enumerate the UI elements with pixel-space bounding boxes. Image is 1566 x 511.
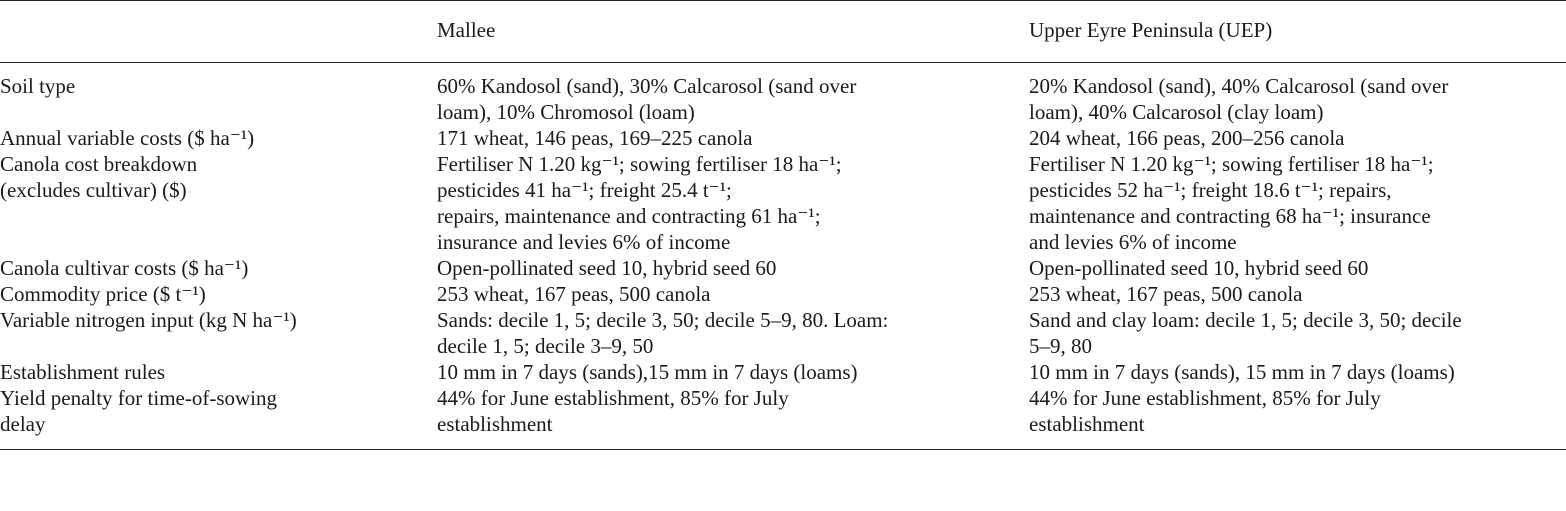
uep-cell — [1029, 151, 1566, 255]
mallee-cell — [407, 307, 1029, 359]
row-label — [0, 281, 407, 307]
uep-cell-text — [1029, 281, 1566, 307]
header-mallee: Mallee — [407, 1, 1029, 63]
text-line: (excludes cultivar) ($) — [0, 178, 187, 202]
row-label-text — [0, 255, 407, 281]
text-line: 204 wheat, 166 peas, 200–256 canola — [1029, 126, 1345, 150]
text-line: pesticides 52 ha⁻¹; freight 18.6 t⁻¹; repairs, — [1029, 178, 1392, 202]
row-label-text — [0, 151, 407, 203]
text-line: 10 mm in 7 days (sands),15 mm in 7 days (loams) — [437, 360, 858, 384]
table-row — [0, 125, 1566, 151]
uep-cell-text — [1029, 151, 1566, 255]
row-label-text — [0, 385, 407, 437]
mallee-cell — [407, 125, 1029, 151]
mallee-cell-text — [437, 125, 1029, 151]
text-line: Canola cost breakdown — [0, 152, 198, 176]
text-line: Annual variable costs ($ ha⁻¹) — [0, 126, 255, 150]
text-line: Open-pollinated seed 10, hybrid seed 60 — [437, 256, 777, 280]
text-line: Open-pollinated seed 10, hybrid seed 60 — [1029, 256, 1369, 280]
uep-cell — [1029, 307, 1566, 359]
mallee-cell — [407, 385, 1029, 450]
text-line: 253 wheat, 167 peas, 500 canola — [1029, 282, 1303, 306]
text-line: Canola cultivar costs ($ ha⁻¹) — [0, 256, 249, 280]
text-line: decile 1, 5; decile 3–9, 50 — [437, 334, 654, 358]
uep-cell — [1029, 281, 1566, 307]
row-label-text — [0, 359, 407, 385]
text-line: 20% Kandosol (sand), 40% Calcarosol (sand over — [1029, 74, 1449, 98]
row-label-text — [0, 125, 407, 151]
table-row — [0, 255, 1566, 281]
mallee-cell-text — [437, 359, 1029, 385]
text-line: Yield penalty for time-of-sowing — [0, 386, 278, 410]
mallee-cell-text — [437, 255, 1029, 281]
text-line: Sand and clay loam: decile 1, 5; decile 3, 50; decile — [1029, 308, 1462, 332]
row-label — [0, 255, 407, 281]
uep-cell-text — [1029, 125, 1566, 151]
mallee-cell-text — [437, 151, 1029, 255]
text-line: Fertiliser N 1.20 kg⁻¹; sowing fertiliser 18 ha⁻¹; — [437, 152, 842, 176]
text-line: Soil type — [0, 74, 76, 98]
table-row — [0, 63, 1566, 126]
table-row — [0, 281, 1566, 307]
mallee-cell-text — [437, 307, 1029, 359]
row-label — [0, 385, 407, 450]
text-line: repairs, maintenance and contracting 61 ha⁻¹; — [437, 204, 821, 228]
text-line: 44% for June establishment, 85% for July — [1029, 386, 1381, 410]
text-line: Sands: decile 1, 5; decile 3, 50; decile 5–9, 80. Loam: — [437, 308, 889, 332]
header-uep: Upper Eyre Peninsula (UEP) — [1029, 1, 1566, 63]
table-row — [0, 385, 1566, 450]
mallee-cell — [407, 151, 1029, 255]
row-label — [0, 359, 407, 385]
text-line: Variable nitrogen input (kg N ha⁻¹) — [0, 308, 297, 332]
text-line: 171 wheat, 146 peas, 169–225 canola — [437, 126, 753, 150]
text-line: 60% Kandosol (sand), 30% Calcarosol (sand over — [437, 74, 857, 98]
mallee-cell — [407, 255, 1029, 281]
uep-cell — [1029, 63, 1566, 126]
uep-cell-text — [1029, 359, 1566, 385]
text-line: and levies 6% of income — [1029, 230, 1237, 254]
header-blank — [0, 1, 407, 63]
text-line: Commodity price ($ t⁻¹) — [0, 282, 206, 306]
row-label — [0, 307, 407, 359]
text-line: Establishment rules — [0, 360, 166, 384]
row-label-text — [0, 281, 407, 307]
table-row — [0, 359, 1566, 385]
text-line: loam), 10% Chromosol (loam) — [437, 100, 695, 124]
mallee-cell-text — [437, 73, 1029, 125]
uep-cell — [1029, 359, 1566, 385]
uep-cell — [1029, 385, 1566, 450]
mallee-cell-text — [437, 281, 1029, 307]
uep-cell-text — [1029, 385, 1566, 437]
text-line: maintenance and contracting 68 ha⁻¹; insurance — [1029, 204, 1431, 228]
text-line: 10 mm in 7 days (sands), 15 mm in 7 days (loams) — [1029, 360, 1455, 384]
uep-cell — [1029, 125, 1566, 151]
uep-cell — [1029, 255, 1566, 281]
mallee-cell — [407, 63, 1029, 126]
text-line: 44% for June establishment, 85% for July — [437, 386, 789, 410]
row-label-text — [0, 307, 407, 333]
mallee-cell — [407, 359, 1029, 385]
text-line: pesticides 41 ha⁻¹; freight 25.4 t⁻¹; — [437, 178, 732, 202]
table-row — [0, 307, 1566, 359]
table-row — [0, 151, 1566, 255]
row-label — [0, 125, 407, 151]
text-line: Fertiliser N 1.20 kg⁻¹; sowing fertiliser 18 ha⁻¹; — [1029, 152, 1434, 176]
mallee-cell-text — [437, 385, 1029, 437]
header-row — [0, 1, 1566, 63]
uep-cell-text — [1029, 307, 1566, 359]
mallee-cell — [407, 281, 1029, 307]
row-label — [0, 151, 407, 255]
text-line: establishment — [437, 412, 553, 436]
text-line: 253 wheat, 167 peas, 500 canola — [437, 282, 711, 306]
text-line: delay — [0, 412, 46, 436]
row-label — [0, 63, 407, 126]
text-line: establishment — [1029, 412, 1145, 436]
row-label-text — [0, 73, 407, 99]
text-line: 5–9, 80 — [1029, 334, 1092, 358]
text-line: loam), 40% Calcarosol (clay loam) — [1029, 100, 1324, 124]
text-line: insurance and levies 6% of income — [437, 230, 731, 254]
uep-cell-text — [1029, 255, 1566, 281]
uep-cell-text — [1029, 73, 1566, 125]
